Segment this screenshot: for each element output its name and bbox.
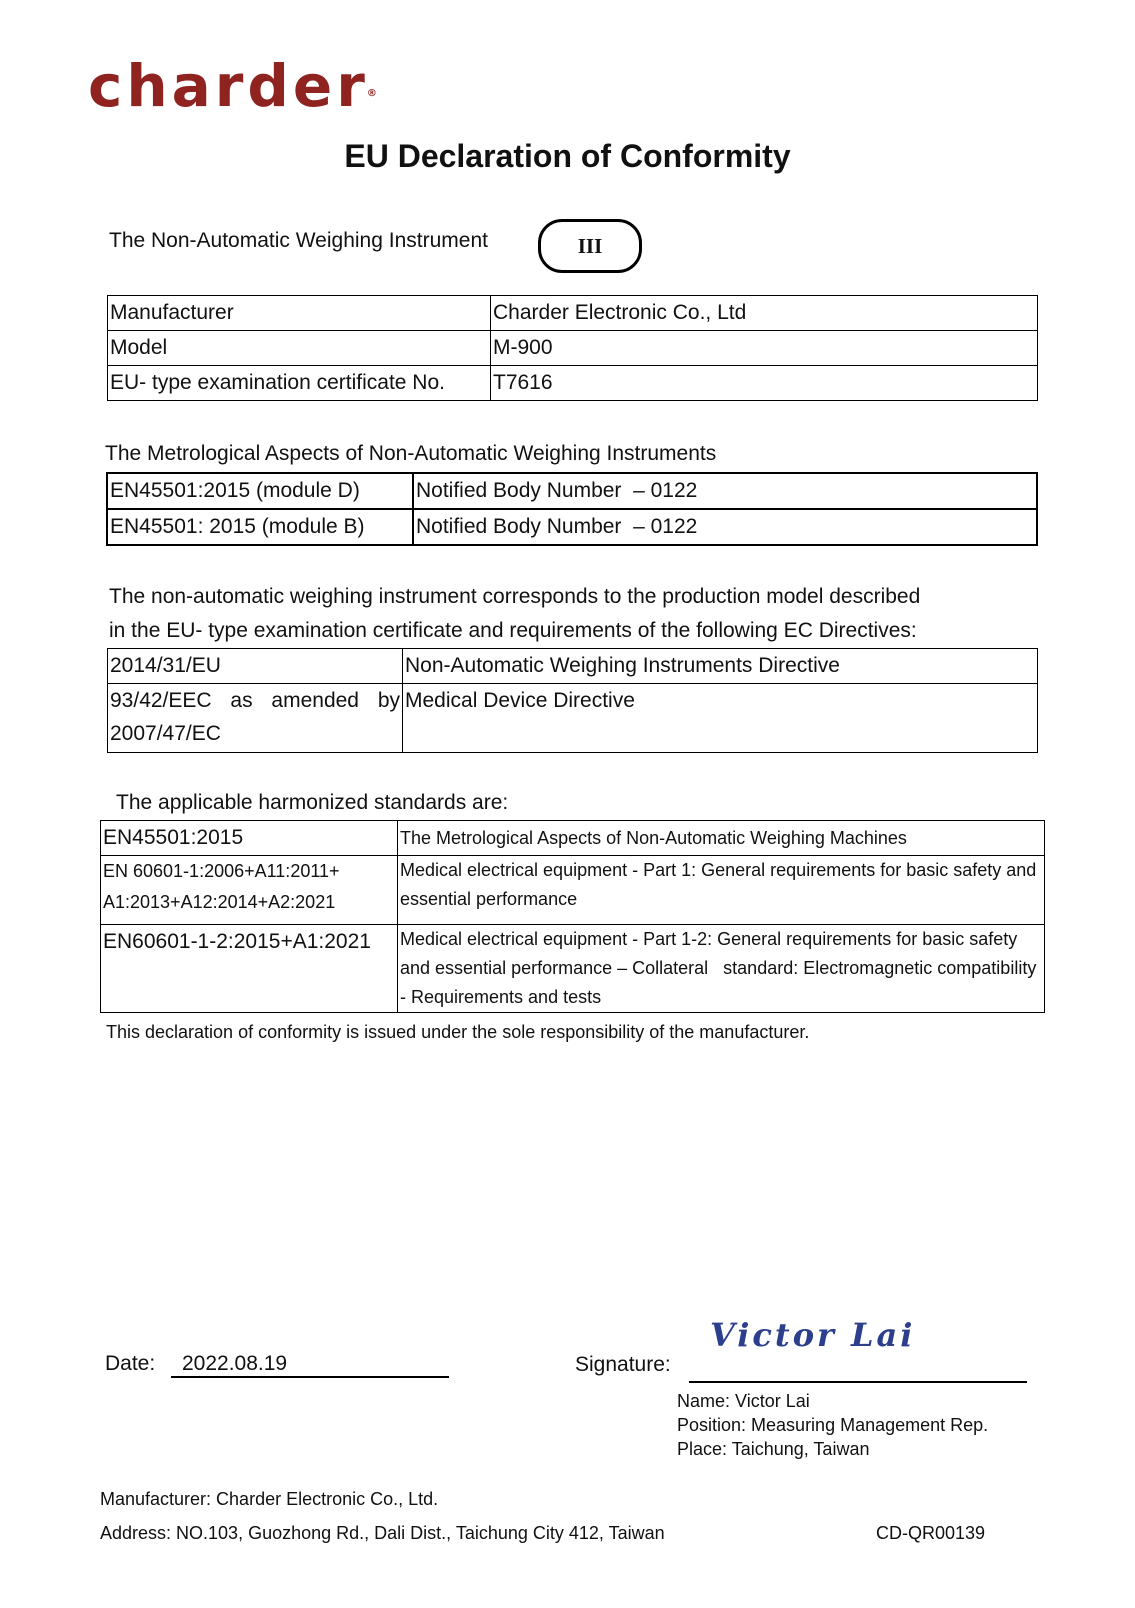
standard-code: EN60601-1-2:2015+A1:2021 xyxy=(101,925,398,1013)
footer-address: Address: NO.103, Guozhong Rd., Dali Dist., Taichung City 412, Taiwan xyxy=(100,1523,665,1543)
table-row xyxy=(108,649,1038,684)
date-label: Date: xyxy=(105,1352,156,1375)
table-row xyxy=(101,856,1045,925)
signer-position: Position: Measuring Management Rep. xyxy=(677,1415,989,1435)
charder-logo xyxy=(88,52,383,120)
table-row xyxy=(108,684,1038,753)
declaration-note: This declaration of conformity is issued under the sole responsibility of the manufacturer. xyxy=(106,1022,810,1042)
table-row xyxy=(108,331,1038,366)
logo-text: charder xyxy=(88,52,369,120)
table-row xyxy=(107,473,1037,509)
directive-name: Medical Device Directive xyxy=(403,684,1038,753)
standard-description: Medical electrical equipment - Part 1-2: General requirements for basic safety and essential performance – Collateral standard: Electromagnetic compatibility - Requirements and tests xyxy=(398,925,1045,1013)
handwritten-signature xyxy=(706,1310,916,1360)
footer-manufacturer: Manufacturer: Charder Electronic Co., Ltd. xyxy=(100,1489,439,1509)
table-row xyxy=(101,821,1045,856)
metrology-table xyxy=(106,472,1038,546)
notified-body: Notified Body Number – 0122 xyxy=(413,509,1037,545)
accuracy-class-badge: III xyxy=(538,219,642,273)
signature-line xyxy=(689,1359,1027,1383)
table-row xyxy=(101,925,1045,1013)
certificate-label: EU- type examination certificate No. xyxy=(108,366,491,401)
manufacturer-value: Charder Electronic Co., Ltd xyxy=(491,296,1038,331)
model-value: M-900 xyxy=(491,331,1038,366)
standards-heading: The applicable harmonized standards are: xyxy=(116,791,509,814)
instrument-label: The Non-Automatic Weighing Instrument xyxy=(109,229,488,252)
standard-description: The Metrological Aspects of Non-Automatic Weighing Machines xyxy=(398,821,1045,856)
standard-description: Medical electrical equipment - Part 1: General requirements for basic safety and essential performance xyxy=(398,856,1045,925)
directives-table xyxy=(107,648,1038,753)
metrology-heading: The Metrological Aspects of Non-Automatic Weighing Instruments xyxy=(105,442,717,465)
model-label: Model xyxy=(108,331,491,366)
manufacturer-label: Manufacturer xyxy=(108,296,491,331)
certificate-value: T7616 xyxy=(491,366,1038,401)
registered-mark: ® xyxy=(366,88,381,99)
directives-intro-line2: in the EU- type examination certificate and requirements of the following EC Directives: xyxy=(109,619,917,642)
signer-name: Name: Victor Lai xyxy=(677,1391,810,1411)
table-row xyxy=(107,509,1037,545)
directive-code: 93/42/EEC as amended by 2007/47/EC xyxy=(108,684,403,753)
page-title: EU Declaration of Conformity xyxy=(344,138,791,174)
table-row xyxy=(108,366,1038,401)
metrology-standard: EN45501: 2015 (module B) xyxy=(107,509,413,545)
directives-intro-line1: The non-automatic weighing instrument corresponds to the production model described xyxy=(109,585,921,608)
document-code: CD-QR00139 xyxy=(876,1523,986,1543)
metrology-standard: EN45501:2015 (module D) xyxy=(107,473,413,509)
date-value: 2022.08.19 xyxy=(171,1352,449,1378)
signature-label: Signature: xyxy=(575,1353,671,1376)
notified-body: Notified Body Number – 0122 xyxy=(413,473,1037,509)
table-row xyxy=(108,296,1038,331)
standards-table xyxy=(100,820,1045,1013)
product-table xyxy=(107,295,1038,401)
svg-text:Victor Lai: Victor Lai xyxy=(710,1316,916,1354)
directive-code: 2014/31/EU xyxy=(108,649,403,684)
signer-place: Place: Taichung, Taiwan xyxy=(677,1439,870,1459)
standard-code: EN 60601-1:2006+A11:2011+ A1:2013+A12:2014+A2:2021 xyxy=(101,856,398,925)
directive-name: Non-Automatic Weighing Instruments Directive xyxy=(403,649,1038,684)
standard-code: EN45501:2015 xyxy=(101,821,398,856)
